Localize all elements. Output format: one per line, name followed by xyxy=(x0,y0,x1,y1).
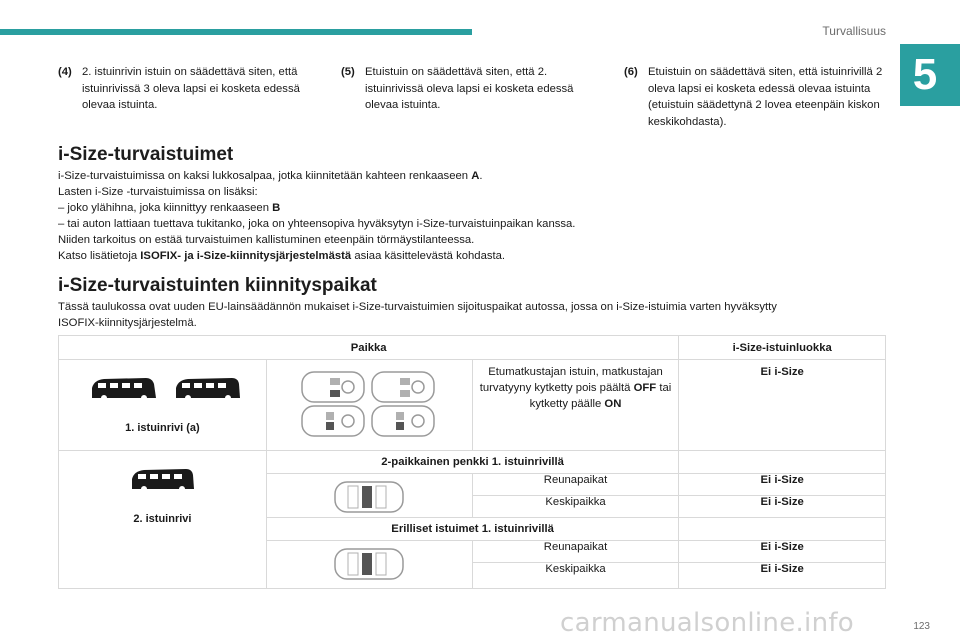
isize-positions-text xyxy=(58,299,898,331)
text-line: Lasten i-Size -turvaistuimissa on lisäksi: xyxy=(58,186,258,198)
note-number: (4) xyxy=(58,66,72,78)
row-label: 2. istuinrivi xyxy=(133,513,192,525)
section-title: Turvallisuus xyxy=(822,24,886,38)
cross-reference: ISOFIX- ja i-Size-kiinnitysjärjestelmästä xyxy=(140,250,352,262)
note-4 xyxy=(58,64,341,130)
notes-row xyxy=(58,64,888,130)
page-number: 123 xyxy=(913,621,930,632)
seat-position-label: Keskipaikka xyxy=(472,496,679,518)
row-label: 1. istuinrivi (a) xyxy=(125,422,200,434)
isize-class-value: Ei i-Size xyxy=(679,496,886,518)
note-6 xyxy=(624,64,888,130)
subgroup-header: Erilliset istuimet 1. istuinrivillä xyxy=(266,518,679,541)
seat-description-cell: Etumatkustajan istuin, matkustajan turvatyyny kytketty pois päältä OFF tai kytketty päälle ON xyxy=(472,360,679,451)
seat-diagram-cell xyxy=(266,474,472,518)
row-1-label-cell xyxy=(59,360,267,451)
note-number: (5) xyxy=(341,66,355,78)
empty-cell xyxy=(679,518,886,541)
text-line: ISOFIX-kiinnitysjärjestelmä. xyxy=(58,317,197,329)
note-text: Etuistuin on säädettävä siten, että istuinrivillä 2 oleva lapsi ei kosketa edessä olevaa istuinta (etuistuin säädettynä 2 lovea eteenpäin kiskon keskikohdasta). xyxy=(648,66,883,128)
seat-diagram-cell xyxy=(266,360,472,451)
seat-diagram-cell xyxy=(266,541,472,589)
isize-class-value: Ei i-Size xyxy=(679,360,886,451)
row-2-label-cell xyxy=(59,451,267,589)
seat-position-label: Reunapaikat xyxy=(472,474,679,496)
text-line: i-Size-turvaistuimissa on kaksi lukkosalpaa, jotka kiinnitetään kahteen renkaaseen A. xyxy=(58,170,483,182)
column-header-isize-class: i-Size-istuinluokka xyxy=(679,336,886,360)
isize-class-value: Ei i-Size xyxy=(679,474,886,496)
bench-seat-diagram-icon xyxy=(334,480,404,514)
note-text: 2. istuinrivin istuin on säädettävä siten, että istuinrivissä 3 oleva lapsi ei kosketa edessä olevaa istuinta. xyxy=(82,66,300,111)
watermark: carmanualsonline.info xyxy=(560,608,855,638)
column-header-place: Paikka xyxy=(59,336,679,360)
van-silhouettes-icon xyxy=(84,374,240,402)
subgroup-header: 2-paikkainen penkki 1. istuinrivillä xyxy=(266,451,679,474)
header-accent-bar xyxy=(0,29,472,35)
isize-seats-text xyxy=(58,168,898,264)
isize-class-value: Ei i-Size xyxy=(679,541,886,563)
front-seat-diagram-icon xyxy=(300,370,438,438)
chapter-number-tab: 5 xyxy=(900,44,960,106)
note-text: Etuistuin on säädettävä siten, että 2. istuinrivissä oleva lapsi ei kosketa edessä olevaa istuinta. xyxy=(365,66,574,111)
section-heading-isize-seats: i-Size-turvaistuimet xyxy=(58,144,234,165)
text-line: Katso lisätietoja ISOFIX- ja i-Size-kiinnitysjärjestelmästä asiaa käsittelevästä kohdasta. xyxy=(58,250,506,262)
seat-position-label: Keskipaikka xyxy=(472,563,679,589)
van-silhouette-icon xyxy=(130,465,194,493)
text-line: Niiden tarkoitus on estää turvaistuimen kallistuminen eteenpäin törmäystilanteessa. xyxy=(58,234,475,246)
text-line: Tässä taulukossa ovat uuden EU-lainsäädännön mukaiset i-Size-turvaistuimien sijoituspaikat autossa, jossa on i-Size-istuimia varten hyväksytty xyxy=(58,301,777,313)
section-heading-isize-positions: i-Size-turvaistuinten kiinnityspaikat xyxy=(58,275,377,296)
isize-positions-table xyxy=(58,335,886,589)
individual-seats-diagram-icon xyxy=(334,547,404,581)
note-number: (6) xyxy=(624,66,638,78)
empty-cell xyxy=(679,451,886,474)
note-5 xyxy=(341,64,624,130)
text-line: – joko ylähihna, joka kiinnittyy renkaaseen B xyxy=(58,202,281,214)
seat-position-label: Reunapaikat xyxy=(472,541,679,563)
text-line: – tai auton lattiaan tuettava tukitanko, joka on yhteensopiva hyväksytyn i-Size-turvaistuinpaikan kanssa. xyxy=(58,218,576,230)
isize-class-value: Ei i-Size xyxy=(679,563,886,589)
